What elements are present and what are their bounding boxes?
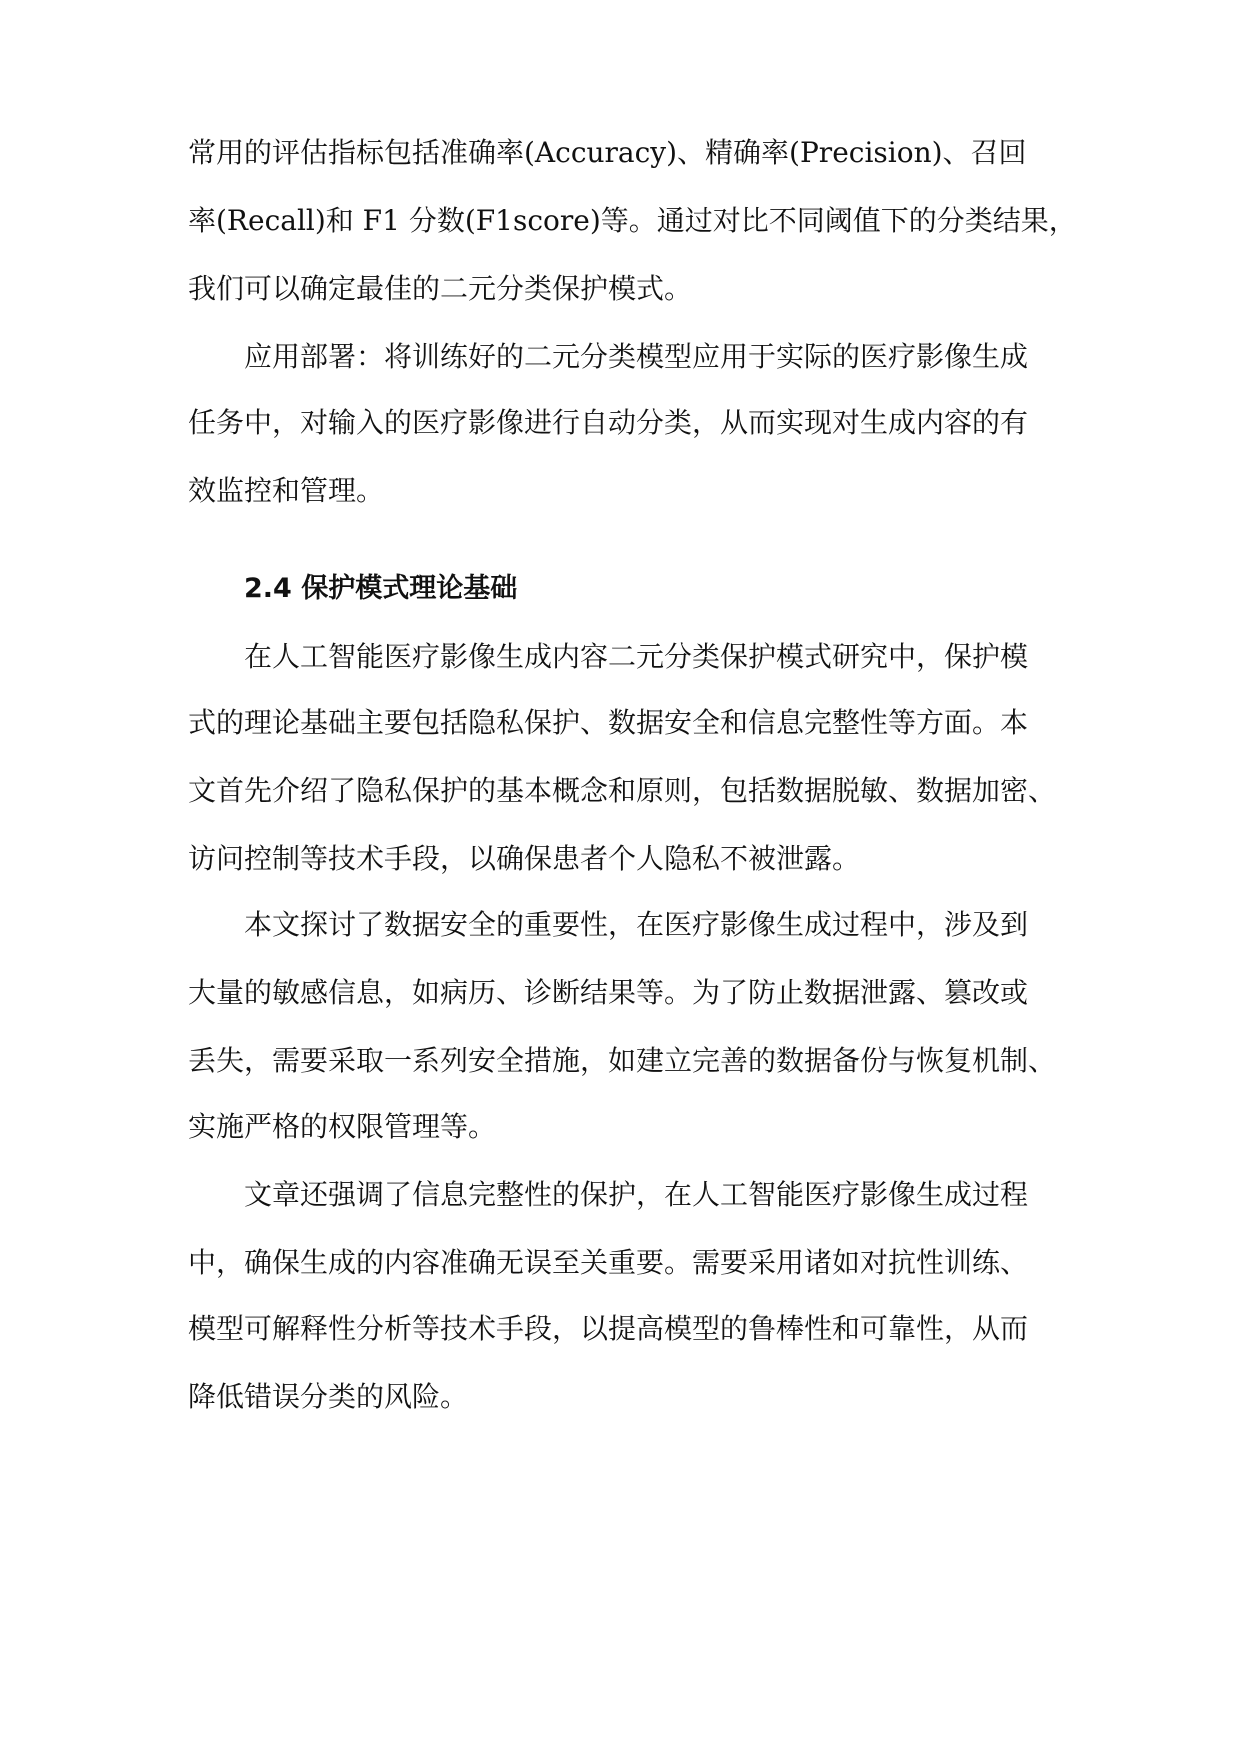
paragraph-deployment-line-1: 应用部署：将训练好的二元分类模型应用于实际的医疗影像生成 [244, 340, 1029, 373]
paragraph-integrity-line-4: 降低错误分类的风险。 [188, 1380, 469, 1413]
paragraph-theory-line-2: 式的理论基础主要包括隐私保护、数据安全和信息完整性等方面。本 [188, 706, 1029, 739]
paragraph-theory-line-1: 在人工智能医疗影像生成内容二元分类保护模式研究中，保护模 [244, 640, 1029, 673]
paragraph-security-line-3: 丢失，需要采取一系列安全措施，如建立完善的数据备份与恢复机制、 [188, 1044, 1057, 1077]
paragraph-evaluation-line-3: 我们可以确定最佳的二元分类保护模式。 [188, 272, 693, 305]
paragraph-security-line-4: 实施严格的权限管理等。 [188, 1110, 497, 1143]
paragraph-theory-line-4: 访问控制等技术手段，以确保患者个人隐私不被泄露。 [188, 842, 861, 875]
paragraph-security-line-1: 本文探讨了数据安全的重要性，在医疗影像生成过程中，涉及到 [244, 908, 1029, 941]
paragraph-evaluation-line-1: 常用的评估指标包括准确率(Accuracy)、精确率(Precision)、召回 [188, 136, 1027, 169]
paragraph-deployment-line-3: 效监控和管理。 [188, 474, 385, 507]
paragraph-theory-line-3: 文首先介绍了隐私保护的基本概念和原则，包括数据脱敏、数据加密、 [188, 774, 1057, 807]
section-heading: 2.4 保护模式理论基础 [244, 573, 518, 604]
paragraph-deployment-line-2: 任务中，对输入的医疗影像进行自动分类，从而实现对生成内容的有 [188, 406, 1029, 439]
paragraph-security-line-2: 大量的敏感信息，如病历、诊断结果等。为了防止数据泄露、篡改或 [188, 976, 1029, 1009]
paragraph-integrity-line-3: 模型可解释性分析等技术手段，以提高模型的鲁棒性和可靠性，从而 [188, 1312, 1029, 1345]
paragraph-integrity-line-2: 中，确保生成的内容准确无误至关重要。需要采用诸如对抗性训练、 [188, 1246, 1029, 1279]
paragraph-integrity-line-1: 文章还强调了信息完整性的保护，在人工智能医疗影像生成过程 [244, 1178, 1029, 1211]
paragraph-evaluation-line-2: 率(Recall)和 F1 分数(F1score)等。通过对比不同阈值下的分类结果， [188, 204, 1077, 237]
